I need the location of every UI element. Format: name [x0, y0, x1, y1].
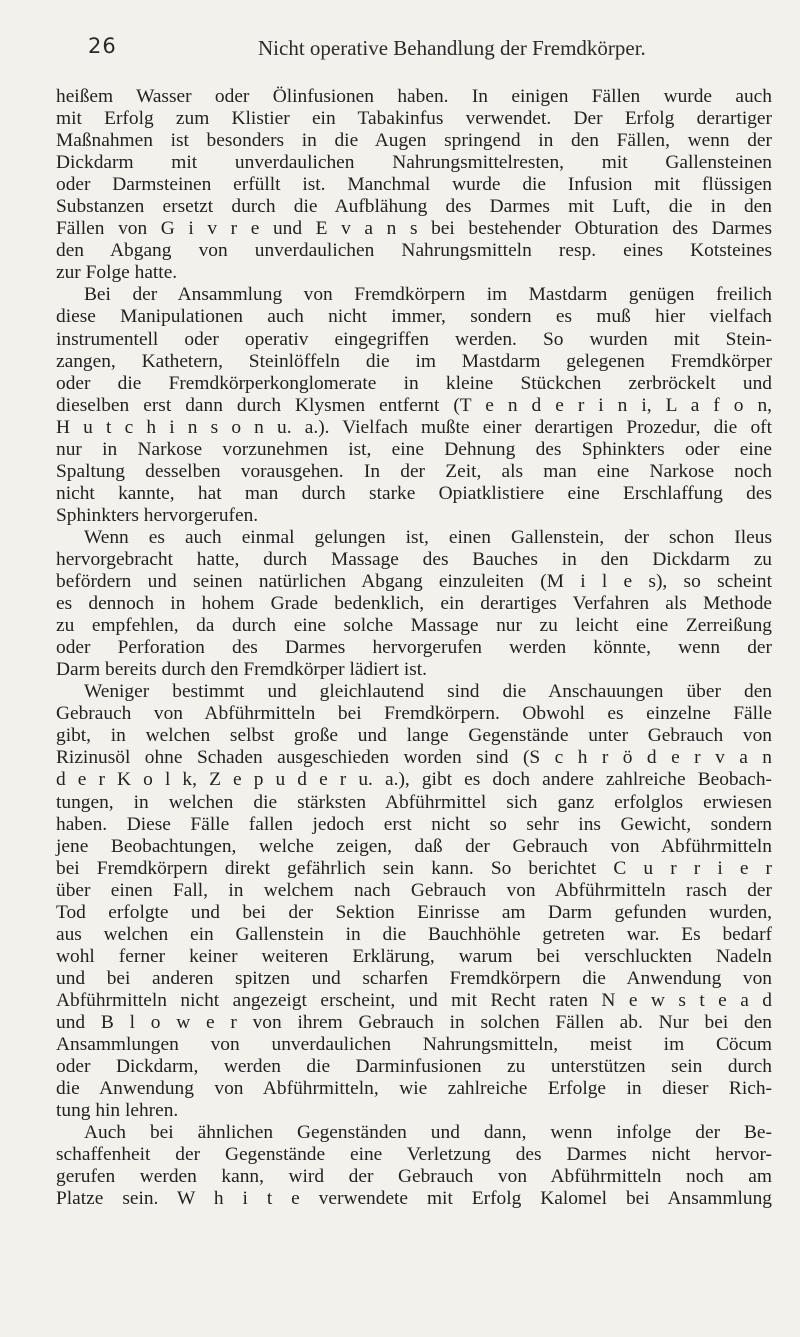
text-line: den Abgang von unverdaulichen Nahrungsmitteln resp. eines Kotsteines	[56, 240, 772, 262]
text-line: Tod erfolgte und bei der Sektion Einrisse am Darm gefunden wurden,	[56, 901, 772, 923]
text-line: oder Dickdarm, werden die Darminfusionen zu unterstützen sein durch	[56, 1056, 772, 1078]
text-line: zur Folge hatte.	[56, 262, 178, 284]
text-line: Substanzen ersetzt durch die Aufblähung des Darmes mit Luft, die in den	[56, 196, 772, 218]
running-title: Nicht operative Behandlung der Fremdkörper.	[258, 36, 646, 60]
text-line: mit Erfolg zum Klistier ein Tabakinfus verwendet. Der Erfolg derartiger	[56, 108, 772, 130]
page-header	[88, 34, 800, 64]
text-line: gibt, in welchen selbst große und lange Gegenstände unter Gebrauch von	[56, 725, 772, 747]
text-line: nicht kannte, hat man durch starke Opiatklistiere eine Erschlaffung des	[56, 482, 772, 504]
text-line: gerufen werden kann, wird der Gebrauch von Abführmitteln noch am	[56, 1166, 772, 1188]
text-line: instrumentell oder operativ eingegriffen werden. So wurden mit Stein-	[56, 328, 772, 350]
text-line: Auch bei ähnlichen Gegenständen und dann, wenn infolge der Be-	[84, 1122, 772, 1144]
text-line: Ansammlungen von unverdaulichen Nahrungsmitteln, meist im Cöcum	[56, 1034, 772, 1056]
text-line: Spaltung desselben vorausgehen. In der Zeit, als man eine Narkose noch	[56, 460, 772, 482]
text-line: es dennoch in hohem Grade bedenklich, ein derartiges Verfahren als Methode	[56, 593, 772, 615]
text-line: oder Darmsteinen erfüllt ist. Manchmal wurde die Infusion mit flüssigen	[56, 174, 772, 196]
text-line: Darm bereits durch den Fremdkörper lädiert ist.	[56, 659, 427, 681]
text-line: Sphinkters hervorgerufen.	[56, 504, 259, 526]
text-line: Wenn es auch einmal gelungen ist, einen Gallenstein, der schon Ileus	[84, 526, 772, 548]
text-line: hervorgebracht hatte, durch Massage des Bauches in den Dickdarm zu	[56, 548, 772, 570]
text-line: Platze sein. W h i t e verwendete mit Erfolg Kalomel bei Ansammlung	[56, 1188, 772, 1210]
text-line: Maßnahmen ist besonders in die Augen springend in den Fällen, wenn der	[56, 130, 772, 152]
text-line: nur in Narkose vorzunehmen ist, eine Dehnung des Sphinkters oder eine	[56, 438, 772, 460]
text-line: Fällen von G i v r e und E v a n s bei bestehender Obturation des Darmes	[56, 218, 772, 240]
text-line: dieselben erst dann durch Klysmen entfernt (T e n d e r i n i, L a f o n,	[56, 394, 772, 416]
text-line: diese Manipulationen auch nicht immer, sondern es muß hier vielfach	[56, 306, 772, 328]
text-line: Weniger bestimmt und gleichlautend sind die Anschauungen über den	[84, 681, 772, 703]
text-line: bei Fremdkörpern direkt gefährlich sein kann. So berichtet C u r r i e r	[56, 857, 772, 879]
text-line: Abführmitteln nicht angezeigt erscheint, und mit Recht raten N e w s t e a d	[56, 989, 772, 1011]
text-line: tung hin lehren.	[56, 1100, 179, 1122]
text-line: heißem Wasser oder Ölinfusionen haben. In einigen Fällen wurde auch	[56, 86, 772, 107]
text-line: über einen Fall, in welchem nach Gebrauch von Abführmitteln rasch der	[56, 879, 772, 901]
text-line: wohl ferner keiner weiteren Erklärung, warum bei verschluckten Nadeln	[56, 945, 772, 967]
text-line: die Anwendung von Abführmitteln, wie zahlreiche Erfolge in dieser Rich-	[56, 1078, 772, 1100]
text-line: haben. Diese Fälle fallen jedoch erst nicht so sehr ins Gewicht, sondern	[56, 813, 772, 835]
page-number: 26	[88, 34, 117, 58]
text-line: Bei der Ansammlung von Fremdkörpern im Mastdarm genügen freilich	[84, 284, 772, 306]
text-line: zangen, Kathetern, Steinlöffeln die im Mastdarm gelegenen Fremdkörper	[56, 350, 772, 372]
text-line: oder Perforation des Darmes hervorgerufen werden könnte, wenn der	[56, 637, 772, 659]
text-line: Rizinusöl ohne Schaden ausgeschieden worden sind (S c h r ö d e r v a n	[56, 747, 772, 769]
text-line: d e r K o l k, Z e p u d e r u. a.), gibt es doch andere zahlreiche Beobach-	[56, 769, 772, 791]
text-line: und bei anderen spitzen und scharfen Fremdkörpern die Anwendung von	[56, 967, 772, 989]
text-line: Gebrauch von Abführmitteln bei Fremdkörpern. Obwohl es einzelne Fälle	[56, 703, 772, 725]
text-line: und B l o w e r von ihrem Gebrauch in solchen Fällen ab. Nur bei den	[56, 1011, 772, 1033]
text-line: tungen, in welchen die stärksten Abführmittel sich ganz erfolglos erwiesen	[56, 791, 772, 813]
text-line: jene Beobachtungen, welche zeigen, daß der Gebrauch von Abführmitteln	[56, 835, 772, 857]
text-line: befördern und seinen natürlichen Abgang einzuleiten (M i l e s), so scheint	[56, 571, 772, 593]
body-text	[56, 86, 772, 1210]
text-line: H u t c h i n s o n u. a.). Vielfach mußte einer derartigen Prozedur, die oft	[56, 416, 772, 438]
text-line: schaffenheit der Gegenstände eine Verletzung des Darmes nicht hervor-	[56, 1144, 772, 1166]
text-line: zu empfehlen, da durch eine solche Massage nur zu leicht eine Zerreißung	[56, 615, 772, 637]
text-line: aus welchen ein Gallenstein in die Bauchhöhle getreten war. Es bedarf	[56, 923, 772, 945]
text-line: oder die Fremdkörperkonglomerate in kleine Stückchen zerbröckelt und	[56, 372, 772, 394]
text-line: Dickdarm mit unverdaulichen Nahrungsmittelresten, mit Gallensteinen	[56, 152, 772, 174]
